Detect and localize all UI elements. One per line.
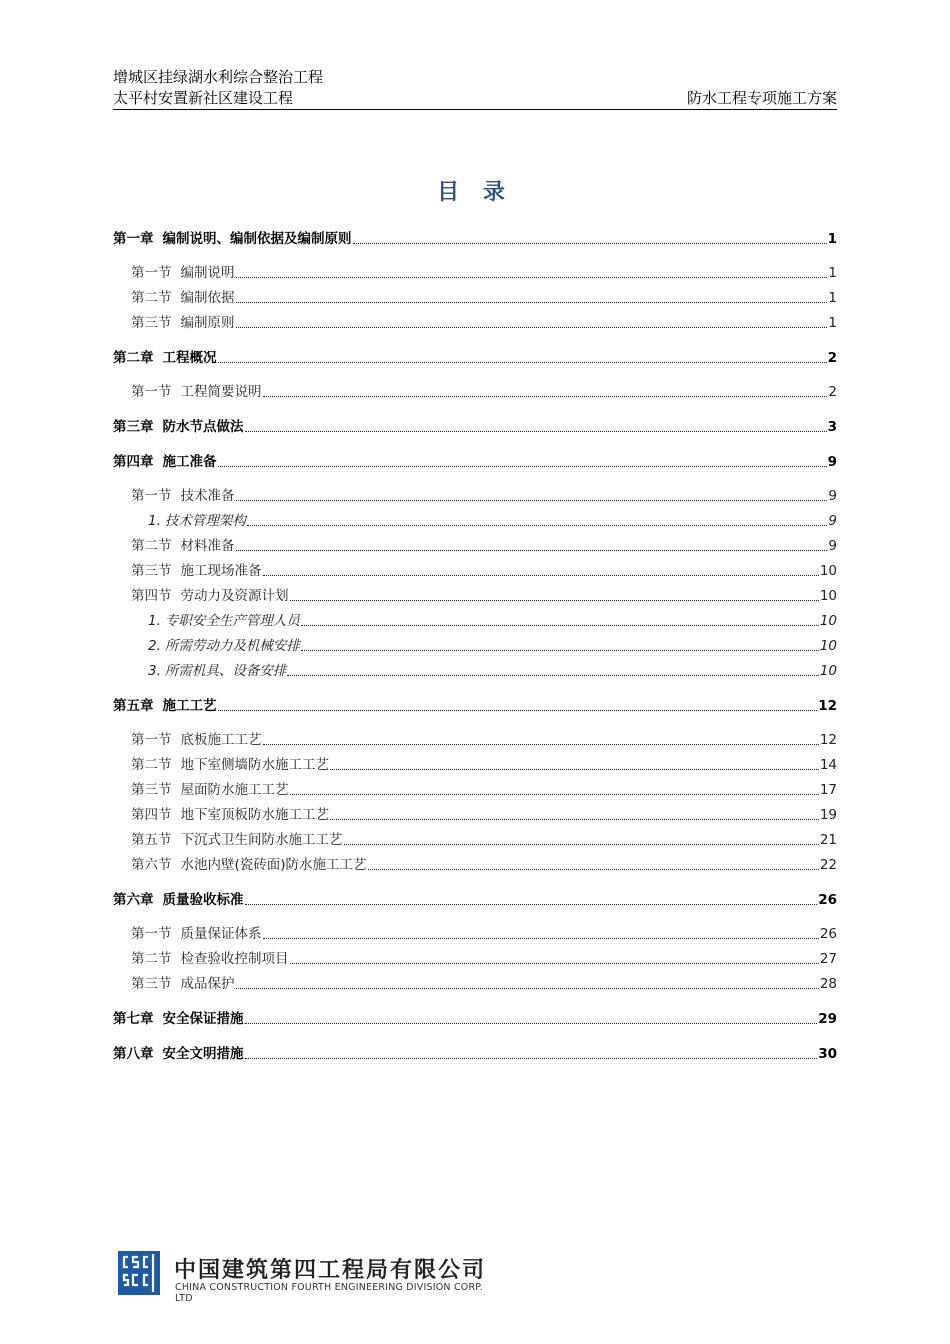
toc-entry-label <box>131 314 235 332</box>
toc-page-number: 3 <box>827 419 837 435</box>
toc-entry-text: 材料准备 <box>180 538 235 554</box>
toc-entry-label <box>113 891 244 909</box>
toc-entry-text: 防水节点做法 <box>162 419 244 435</box>
toc-entry-section[interactable] <box>113 779 837 799</box>
toc-entry-number: 2. <box>148 638 161 654</box>
toc-entry-text: 下沉式卫生间防水施工工艺 <box>180 832 343 848</box>
toc-entry-number: 第七章 <box>113 1011 154 1027</box>
toc-entry-number: 第四节 <box>131 807 172 823</box>
toc-dot-leader <box>290 600 819 601</box>
toc-entry-text: 编制说明 <box>180 265 235 281</box>
toc-page-number: 12 <box>819 732 837 748</box>
toc-entry-label <box>113 230 352 248</box>
toc-dot-leader <box>236 327 828 328</box>
toc-entry-number: 第一章 <box>113 231 154 247</box>
toc-title: 目 录 <box>437 180 513 205</box>
toc-entry-label <box>148 512 246 530</box>
toc-entry-number: 第三节 <box>131 976 172 992</box>
toc-entry-text: 劳动力及资源计划 <box>180 588 289 604</box>
toc-page-number: 10 <box>819 588 837 604</box>
toc-entry-text: 施工工艺 <box>162 698 217 714</box>
toc-entry-label <box>131 537 235 555</box>
toc-entry-label <box>131 289 235 307</box>
toc-entry-text: 专职安全生产管理人员 <box>164 613 300 629</box>
toc-dot-leader <box>236 277 828 278</box>
toc-entry-text: 质量保证体系 <box>180 926 262 942</box>
toc-entry-number: 1. <box>148 613 161 629</box>
toc-entry-text: 所需机具、设备安排 <box>164 663 287 679</box>
toc-dot-leader <box>236 302 828 303</box>
toc-entry-text: 安全保证措施 <box>162 1011 244 1027</box>
project-name-line1: 增城区挂绿湖水利综合整治工程 <box>113 68 324 86</box>
toc-entry-label <box>131 756 329 774</box>
toc-entry-text: 技术管理架构 <box>164 513 246 529</box>
toc-entry-label <box>131 831 343 849</box>
toc-page-number: 9 <box>828 488 837 504</box>
toc-page-number: 10 <box>819 663 837 679</box>
toc-dot-leader <box>247 525 828 526</box>
toc-page-number: 29 <box>818 1011 837 1027</box>
toc-entry-number: 第三节 <box>131 315 172 331</box>
toc-page-number: 27 <box>819 951 837 967</box>
toc-entry-number: 第六节 <box>131 857 172 873</box>
toc-page-number: 22 <box>819 857 837 873</box>
toc-entry-label <box>113 1010 244 1028</box>
toc-dot-leader <box>263 575 819 576</box>
toc-entry-number: 第三章 <box>113 419 154 435</box>
company-footer <box>118 1251 498 1304</box>
toc-entry-label <box>131 383 262 401</box>
toc-dot-leader <box>301 625 819 626</box>
toc-entry-section[interactable] <box>113 287 837 307</box>
toc-dot-leader <box>344 844 819 845</box>
toc-entry-number: 第一节 <box>131 265 172 281</box>
toc-entry-label <box>131 731 262 749</box>
toc-entry-section[interactable] <box>113 973 837 993</box>
toc-entry-number: 1. <box>148 513 161 529</box>
page-header <box>113 68 837 110</box>
toc-page-number: 21 <box>819 832 837 848</box>
toc-page-number: 26 <box>819 926 837 942</box>
toc-dot-leader <box>218 466 827 467</box>
toc-entry-text: 质量验收标准 <box>162 892 244 908</box>
toc-entry-number: 第五节 <box>131 832 172 848</box>
toc-entry-label <box>131 925 262 943</box>
toc-page-number: 9 <box>827 454 837 470</box>
toc-entry-number: 第四节 <box>131 588 172 604</box>
toc-dot-leader <box>290 963 819 964</box>
toc-entry-text: 施工现场准备 <box>180 563 262 579</box>
document-title: 防水工程专项施工方案 <box>686 89 837 107</box>
toc-page-number: 10 <box>819 638 837 654</box>
toc-entry-section[interactable] <box>113 829 837 849</box>
toc-entry-section[interactable] <box>113 485 837 505</box>
cscec-logo-icon <box>118 1251 160 1295</box>
toc-entry-label <box>131 781 289 799</box>
toc-entry-section[interactable] <box>113 560 837 580</box>
toc-page-number: 1 <box>828 265 837 281</box>
toc-entry-chapter[interactable] <box>113 1043 837 1063</box>
toc-entry-number: 第二节 <box>131 290 172 306</box>
company-name-cn: 中国建筑第四工程局有限公司 <box>174 1258 487 1283</box>
toc-entry-text: 编制原则 <box>180 315 235 331</box>
toc-entry-number: 第一节 <box>131 732 172 748</box>
toc-entry-label <box>131 587 289 605</box>
toc-dot-leader <box>263 396 828 397</box>
toc-page-number: 1 <box>827 231 837 247</box>
toc-dot-leader <box>301 650 819 651</box>
toc-entry-section[interactable] <box>113 948 837 968</box>
toc-entry-text: 编制说明、编制依据及编制原则 <box>162 231 352 247</box>
toc-entry-number: 第一节 <box>131 926 172 942</box>
toc-entry-number: 第四章 <box>113 454 154 470</box>
toc-entry-text: 地下室顶板防水施工工艺 <box>180 807 329 823</box>
toc-entry-label <box>131 487 235 505</box>
toc-entry-chapter[interactable] <box>113 451 837 471</box>
toc-page-number: 2 <box>827 350 837 366</box>
toc-entry-text: 水池内壁(瓷砖面)防水施工工艺 <box>180 857 367 873</box>
toc-dot-leader <box>353 243 827 244</box>
toc-page-number: 2 <box>828 384 837 400</box>
toc-entry-chapter[interactable] <box>113 695 837 715</box>
toc-entry-chapter[interactable] <box>113 416 837 436</box>
toc-entry-section[interactable] <box>113 535 837 555</box>
toc-entry-number: 第一节 <box>131 488 172 504</box>
toc-dot-leader <box>245 1058 818 1059</box>
toc-entry-text: 技术准备 <box>180 488 235 504</box>
toc-page-number: 19 <box>819 807 837 823</box>
company-name-en: CHINA CONSTRUCTION FOURTH ENGINEERING DIVISION CORP. LTD <box>175 1282 483 1304</box>
toc-page-number: 26 <box>818 892 837 908</box>
toc-entry-text: 成品保护 <box>180 976 235 992</box>
toc-page-number: 9 <box>828 513 837 529</box>
toc-entry-text: 安全文明措施 <box>162 1046 244 1062</box>
toc-entry-label <box>131 856 367 874</box>
toc-entry-section[interactable] <box>113 381 837 401</box>
toc-entry-number: 第二节 <box>131 538 172 554</box>
toc-entry-number: 3. <box>148 663 161 679</box>
toc-page-number: 17 <box>819 782 837 798</box>
toc-entry-text: 底板施工工艺 <box>180 732 262 748</box>
toc-entry-number: 第三节 <box>131 782 172 798</box>
toc-entry-sub[interactable] <box>113 610 837 630</box>
toc-entry-section[interactable] <box>113 729 837 749</box>
toc-entry-text: 施工准备 <box>162 454 217 470</box>
toc-page-number: 1 <box>828 315 837 331</box>
toc-entry-number: 第二节 <box>131 951 172 967</box>
project-name-line2: 太平村安置新社区建设工程 <box>113 89 294 107</box>
toc-entry-text: 工程概况 <box>162 350 217 366</box>
toc-dot-leader <box>245 431 827 432</box>
toc-entry-chapter[interactable] <box>113 889 837 909</box>
toc-page-number: 1 <box>828 290 837 306</box>
toc-entry-label <box>113 1045 244 1063</box>
toc-page-number: 14 <box>819 757 837 773</box>
toc-entry-number: 第二节 <box>131 757 172 773</box>
toc-entry-text: 检查验收控制项目 <box>180 951 289 967</box>
toc-entry-label <box>131 562 262 580</box>
toc-entry-number: 第六章 <box>113 892 154 908</box>
toc-entry-text: 地下室侧墙防水施工工艺 <box>180 757 329 773</box>
toc-entry-label <box>131 264 235 282</box>
toc-dot-leader <box>236 988 819 989</box>
toc-page-number: 9 <box>828 538 837 554</box>
toc-page-number: 12 <box>818 698 837 714</box>
toc-page-number: 30 <box>818 1046 837 1062</box>
toc-entry-text: 工程简要说明 <box>180 384 262 400</box>
toc-entry-section[interactable] <box>113 262 837 282</box>
toc-dot-leader <box>330 819 819 820</box>
toc-dot-leader <box>290 794 819 795</box>
toc-entry-number: 第三节 <box>131 563 172 579</box>
toc-entry-chapter[interactable] <box>113 347 837 367</box>
toc-dot-leader <box>330 769 819 770</box>
toc-entry-label <box>113 453 217 471</box>
toc-entry-label <box>113 349 217 367</box>
toc-entry-chapter[interactable] <box>113 228 837 248</box>
toc-entry-label <box>131 806 329 824</box>
toc-dot-leader <box>218 362 827 363</box>
toc-entry-section[interactable] <box>113 804 837 824</box>
toc-dot-leader <box>287 675 818 676</box>
toc-dot-leader <box>245 904 818 905</box>
toc-dot-leader <box>368 869 819 870</box>
toc-entry-text: 编制依据 <box>180 290 235 306</box>
toc-entry-number: 第八章 <box>113 1046 154 1062</box>
toc-entry-sub[interactable] <box>113 635 837 655</box>
toc-entry-sub[interactable] <box>113 660 837 680</box>
toc-entry-chapter[interactable] <box>113 1008 837 1028</box>
toc-entry-label <box>131 950 289 968</box>
toc-entry-label <box>148 662 286 680</box>
toc-entry-text: 屋面防水施工工艺 <box>180 782 289 798</box>
toc-page-number: 10 <box>819 613 837 629</box>
toc-dot-leader <box>263 938 819 939</box>
toc-entry-number: 第一节 <box>131 384 172 400</box>
toc-entry-label <box>113 418 244 436</box>
toc-entry-text: 所需劳动力及机械安排 <box>164 638 300 654</box>
toc-dot-leader <box>245 1023 818 1024</box>
toc-dot-leader <box>218 710 818 711</box>
toc-entry-label <box>148 612 300 630</box>
toc-dot-leader <box>236 550 828 551</box>
toc-entry-section[interactable] <box>113 585 837 605</box>
toc-entry-section[interactable] <box>113 312 837 332</box>
toc-entry-section[interactable] <box>113 923 837 943</box>
toc-entry-label <box>148 637 300 655</box>
toc-entry-label <box>113 697 217 715</box>
toc-entry-label <box>131 975 235 993</box>
toc-entry-sub[interactable] <box>113 510 837 530</box>
toc-entry-number: 第二章 <box>113 350 154 366</box>
toc-page-number: 28 <box>819 976 837 992</box>
toc-entry-section[interactable] <box>113 754 837 774</box>
toc-page-number: 10 <box>819 563 837 579</box>
toc-dot-leader <box>236 500 828 501</box>
toc-dot-leader <box>263 744 819 745</box>
toc-entry-section[interactable] <box>113 854 837 874</box>
toc-entry-number: 第五章 <box>113 698 154 714</box>
